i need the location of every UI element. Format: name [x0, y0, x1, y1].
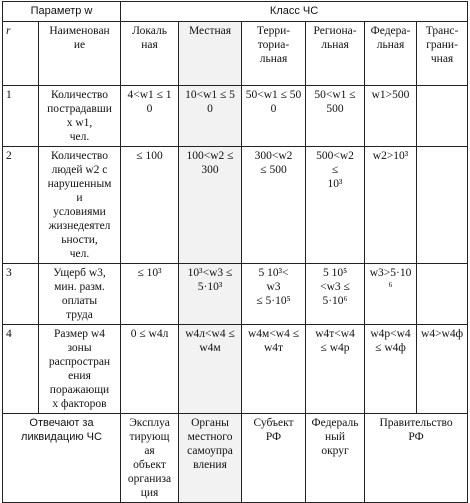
row-name: Ущерб w3, мин. разм. оплаты труда: [39, 264, 121, 325]
row-cell: w4м<w4 ≤ w4т: [242, 325, 306, 414]
row-cell: 4<w1 ≤ 1 0: [121, 86, 179, 147]
table-row: [3, 325, 468, 414]
row-cell: 10<w1 ≤ 5 0: [179, 86, 242, 147]
row-cell: [417, 147, 468, 264]
row-cell: 5 10³< w3 ≤ 5·10⁵: [242, 264, 306, 325]
row-cell: 50<w1 ≤ 500: [306, 86, 365, 147]
footer-row: [3, 414, 468, 503]
class-federal: Федера- льная: [365, 22, 417, 86]
row-index: 3: [3, 264, 39, 325]
row-cell: w4л<w4 ≤ w4м: [179, 325, 242, 414]
responsible-cell: Органы местного самоупра вления: [179, 414, 242, 503]
row-cell: 100<w2 ≤ 300: [179, 147, 242, 264]
row-cell: [417, 264, 468, 325]
row-cell: w4т<w4 ≤ w4р: [306, 325, 365, 414]
emergency-class-table: [2, 1, 468, 503]
row-name: Количество людей w2 с нарушенным и условиями жизнедеятел ьности, чел.: [39, 147, 121, 264]
class-municipal: Местная: [179, 22, 242, 86]
row-index: 4: [3, 325, 39, 414]
row-cell: w1>500: [365, 86, 417, 147]
class-regional: Региона- льная: [306, 22, 365, 86]
r-header: r: [3, 22, 39, 86]
row-cell: w4>w4ф: [417, 325, 468, 414]
class-local: Локаль ная: [121, 22, 179, 86]
row-cell: 500<w2 ≤ 10³: [306, 147, 365, 264]
responsible-cell: Правительство РФ: [365, 414, 468, 503]
class-territorial: Терри- ториа- льная: [242, 22, 306, 86]
row-cell: [417, 86, 468, 147]
class-transborder: Транс- грани- чная: [417, 22, 468, 86]
row-index: 2: [3, 147, 39, 264]
responsible-cell: Субъект РФ: [242, 414, 306, 503]
table-row: [3, 86, 468, 147]
header-row: [3, 2, 468, 22]
row-name: Размер w4 зоны распростран ения поражающи х факторов: [39, 325, 121, 414]
row-cell: w2>10³: [365, 147, 417, 264]
row-cell: w3>5·10 ⁶: [365, 264, 417, 325]
responsible-cell: Федераль ный округ: [306, 414, 365, 503]
row-index: 1: [3, 86, 39, 147]
param-header: Параметр w: [3, 2, 121, 22]
row-cell: 50<w1 ≤ 50 0: [242, 86, 306, 147]
table-row: [3, 264, 468, 325]
responsible-label: Отвечают за ликвидацию ЧС: [3, 414, 121, 503]
responsible-cell: Эксплуа тирующ ая объект организа ция: [121, 414, 179, 503]
row-cell: w4р<w4 ≤ w4ф: [365, 325, 417, 414]
row-name: Количество пострадавши х w1, чел.: [39, 86, 121, 147]
row-cell: ≤ 100: [121, 147, 179, 264]
subheader-row: [3, 22, 468, 86]
name-header: Наименован ие: [39, 22, 121, 86]
class-header: Класс ЧС: [121, 2, 468, 22]
row-cell: 10³<w3 ≤ 5·10³: [179, 264, 242, 325]
table-row: [3, 147, 468, 264]
row-cell: 0 ≤ w4л: [121, 325, 179, 414]
row-cell: 5 10⁵ <w3 ≤ 5·10⁶: [306, 264, 365, 325]
row-cell: 300<w2 ≤ 500: [242, 147, 306, 264]
row-cell: ≤ 10³: [121, 264, 179, 325]
